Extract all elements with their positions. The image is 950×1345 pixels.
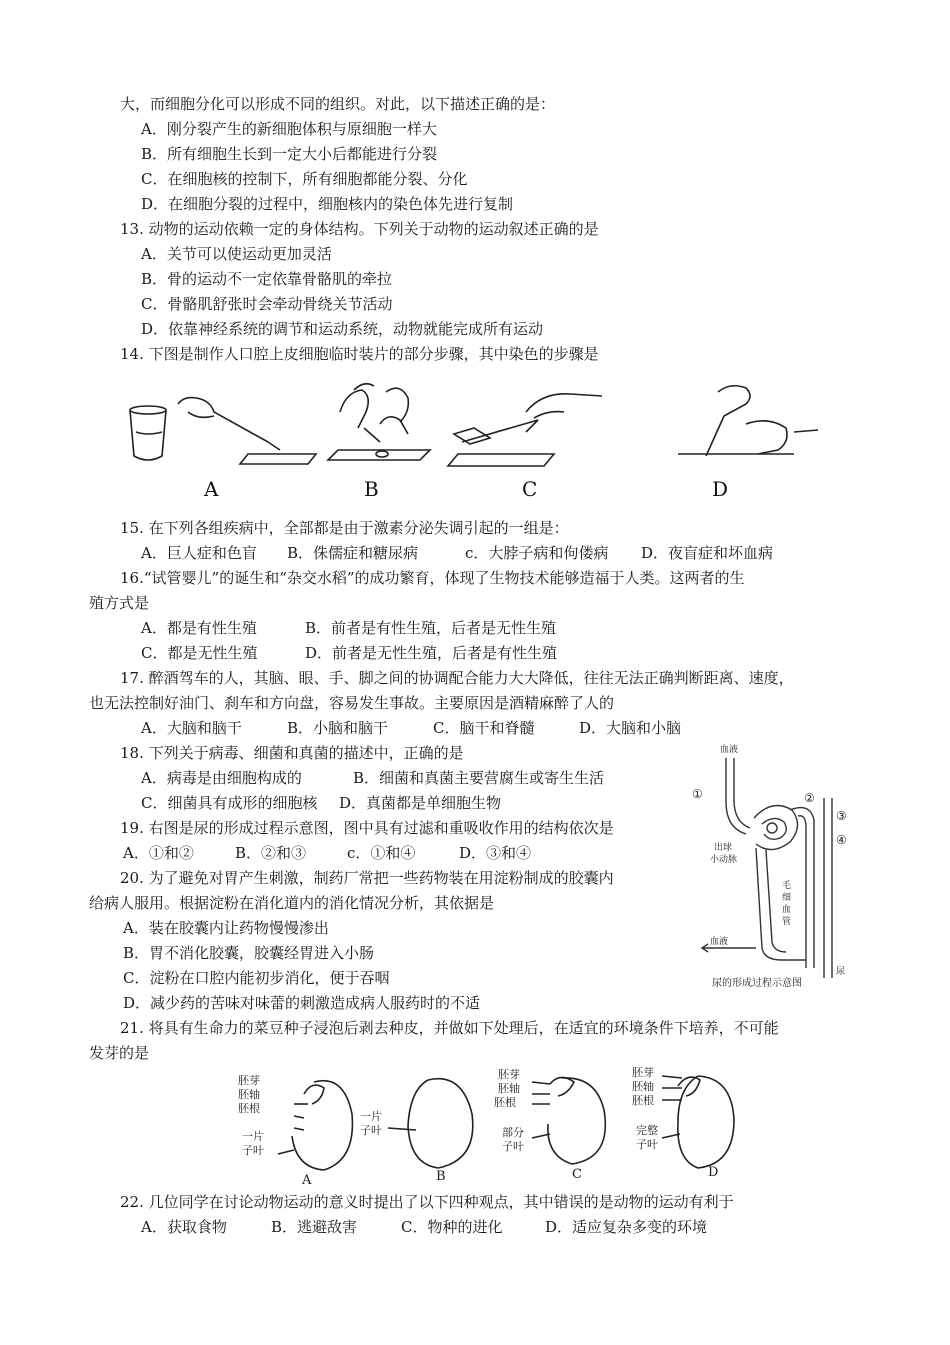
fig19-label-2: ②: [804, 791, 815, 805]
q17-stem-1: 17. 醉酒驾车的人，其脑、眼、手、脚之间的协调配合能力大大降低，往往无法正确判断距离、速度，: [120, 669, 794, 687]
q20-option-a: A．装在胶囊内让药物慢慢渗出: [123, 919, 329, 937]
fig21-b-l1: 一片: [360, 1110, 382, 1123]
fig19-label-4: ④: [836, 833, 847, 847]
q16-options-row1: [141, 618, 556, 638]
q13-stem: 13. 动物的运动依赖一定的身体结构。下列关于动物的运动叙述正确的是: [120, 220, 599, 238]
q21-stem-1: 21. 将具有生命力的菜豆种子浸泡后剥去种皮，并做如下处理后，在适宜的环境条件下培养，不可能: [120, 1019, 779, 1037]
slide-steps-figure: [118, 372, 838, 502]
q16-stem-2: 殖方式是: [89, 594, 150, 612]
q20-option-d: D．减少药的苦味对味蕾的刺激造成病人服药时的不适: [123, 994, 481, 1012]
fig21-d-l3: 胚根: [632, 1094, 654, 1107]
q19-option-a: A．①和②: [123, 844, 194, 862]
q16-option-b: B．前者是有性生殖，后者是无性生殖: [305, 619, 557, 637]
fig21-d-l4: 完整: [636, 1124, 658, 1137]
fig19-label-capillary-4: 管: [782, 917, 792, 927]
q15-option-d: D．夜盲症和坏血病: [641, 544, 774, 562]
q17-option-b: B．小脑和脑干: [287, 719, 389, 737]
q16-stem-1: 16.“试管婴儿”的诞生和“杂交水稻”的成功繁育，体现了生物技术能够造福于人类。这两者的生: [120, 569, 745, 587]
q16-option-c: C．都是无性生殖: [141, 644, 258, 662]
q20-stem-2: 给病人服用。根据淀粉在消化道内的消化情况分析，其依据是: [89, 894, 495, 912]
fig19-label-capillary-3: 血: [782, 905, 792, 915]
intro-option-d: D．在细胞分裂的过程中，细胞核内的染色体先进行复制: [141, 195, 514, 213]
q22-option-c: C．物种的进化: [401, 1218, 503, 1236]
fig14-label-d: D: [712, 477, 729, 501]
intro-stem: 大，而细胞分化可以形成不同的组织。对此，以下描述正确的是：: [120, 95, 556, 113]
q15-option-a: A．巨人症和色盲: [141, 544, 257, 562]
fig21-tag-d: D: [708, 1165, 719, 1180]
fig21-tag-a: A: [302, 1173, 312, 1188]
fig21-d-l2: 胚轴: [632, 1080, 654, 1093]
intro-option-b: B．所有细胞生长到一定大小后都能进行分裂: [141, 145, 438, 163]
q18-options-row2: [141, 793, 501, 813]
fig21-d-l5: 子叶: [636, 1138, 658, 1151]
q16-options-row2: [141, 643, 557, 663]
q20-option-c: C．淀粉在口腔内能初步消化，便于吞咽: [123, 969, 390, 987]
fig14-label-c: C: [522, 477, 538, 501]
q15-option-c: c．大脖子病和佝偻病: [465, 544, 609, 562]
q22-option-d: D．适应复杂多变的环境: [545, 1218, 708, 1236]
urine-formation-figure: [686, 738, 862, 990]
q15-option-b: B．侏儒症和糖尿病: [287, 544, 419, 562]
q17-options: [141, 718, 681, 738]
fig21-a-l4: 一片: [242, 1130, 264, 1143]
intro-option-c: C．在细胞核的控制下，所有细胞都能分裂、分化: [141, 170, 468, 188]
fig19-label-capillary-2: 细: [782, 893, 792, 903]
fig14-label-a: A: [204, 477, 219, 501]
fig19-label-capillary-1: 毛: [782, 881, 792, 891]
fig21-c-l3: 胚根: [494, 1096, 516, 1109]
q19-stem: 19. 右图是尿的形成过程示意图，图中具有过滤和重吸收作用的结构依次是: [120, 819, 614, 837]
fig19-label-1: ①: [692, 787, 703, 801]
fig19-label-3: ③: [836, 809, 847, 823]
fig19-label-blood-out: 血液: [710, 937, 729, 947]
fig19-caption: 尿的形成过程示意图: [712, 978, 802, 989]
fig14-label-b: B: [364, 477, 379, 501]
fig19-label-blood-top: 血液: [720, 745, 739, 755]
fig21-a-l2: 胚轴: [238, 1088, 260, 1101]
fig21-c-l1: 胚芽: [498, 1068, 520, 1081]
fig21-tag-c: C: [572, 1167, 582, 1182]
bean-seed-figure: [232, 1064, 752, 1188]
q22-option-b: B．逃避敌害: [271, 1218, 358, 1236]
fig19-label-outgoing-2: 小动脉: [710, 855, 738, 865]
q13-option-d: D．依靠神经系统的调节和运动系统，动物就能完成所有运动: [141, 320, 544, 338]
q13-option-c: C．骨骼肌舒张时会牵动骨绕关节活动: [141, 295, 393, 313]
fig21-a-l1: 胚芽: [238, 1074, 260, 1087]
q19-options: [123, 843, 531, 863]
fig21-d-l1: 胚芽: [632, 1066, 654, 1079]
q13-option-b: B．骨的运动不一定依靠骨骼肌的牵拉: [141, 270, 393, 288]
beaker-icon: [130, 410, 166, 460]
fig21-a-l5: 子叶: [242, 1144, 264, 1157]
fig21-c-l4: 部分: [502, 1126, 524, 1139]
q20-stem-1: 20. 为了避免对胃产生刺激，制药厂常把一些药物装在用淀粉制成的胶囊内: [120, 869, 614, 887]
q22-option-a: A．获取食物: [141, 1218, 227, 1236]
fig21-tag-b: B: [436, 1169, 446, 1184]
q16-option-a: A．都是有性生殖: [141, 619, 257, 637]
q18-options-row1: [141, 768, 604, 788]
q17-option-d: D．大脑和小脑: [579, 719, 682, 737]
q14-stem: 14. 下图是制作人口腔上皮细胞临时装片的部分步骤，其中染色的步骤是: [120, 345, 599, 363]
q15-options: [141, 543, 773, 563]
q18-option-d: D．真菌都是单细胞生物: [339, 794, 502, 812]
q17-option-c: C．脑干和脊髓: [433, 719, 535, 737]
q19-option-b: B．②和③: [235, 844, 307, 862]
fig21-c-l5: 子叶: [502, 1140, 524, 1153]
q18-stem: 18. 下列关于病毒、细菌和真菌的描述中，正确的是: [120, 744, 464, 762]
q18-option-a: A．病毒是由细胞构成的: [141, 769, 302, 787]
q19-option-c: c．①和④: [347, 844, 416, 862]
q13-option-a: A．关节可以使运动更加灵活: [141, 245, 332, 263]
intro-option-a: A．刚分裂产生的新细胞体积与原细胞一样大: [141, 120, 437, 138]
fig19-label-outgoing: 出球: [714, 843, 733, 853]
q18-option-b: B．细菌和真菌主要营腐生或寄生生活: [353, 769, 605, 787]
fig21-c-l2: 胚轴: [498, 1082, 520, 1095]
q17-option-a: A．大脑和脑干: [141, 719, 242, 737]
q15-stem: 15. 在下列各组疾病中，全部都是由于激素分泌失调引起的一组是：: [120, 519, 569, 537]
fig21-a-l3: 胚根: [238, 1102, 260, 1115]
fig21-b-l2: 子叶: [360, 1124, 382, 1137]
q19-option-d: D．③和④: [459, 844, 532, 862]
q20-option-b: B．胃不消化胶囊，胶囊经胃进入小肠: [123, 944, 375, 962]
fig19-label-urine: 尿: [836, 967, 846, 977]
q18-option-c: C．细菌具有成形的细胞核: [141, 794, 318, 812]
q22-stem: 22. 几位同学在讨论动物运动的意义时提出了以下四种观点，其中错误的是动物的运动有利于: [120, 1193, 734, 1211]
q21-stem-2: 发芽的是: [89, 1044, 150, 1062]
q16-option-d: D．前者是无性生殖，后者是有性生殖: [305, 644, 558, 662]
q22-options: [141, 1217, 707, 1237]
q17-stem-2: 也无法控制好油门、刹车和方向盘，容易发生事故。主要原因是酒精麻醉了人的: [89, 694, 615, 712]
